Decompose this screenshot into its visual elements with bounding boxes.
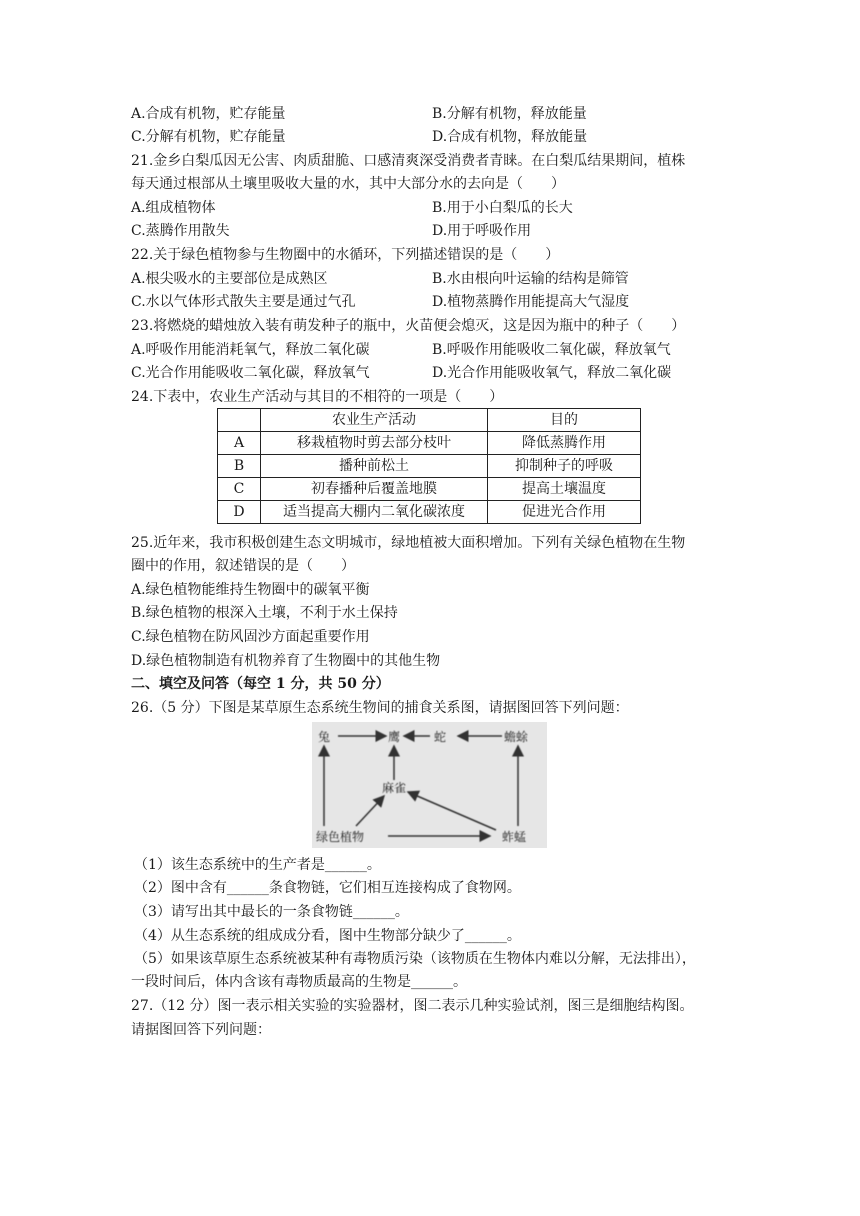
table-cell: A xyxy=(218,432,261,455)
label-grasshopper: 蚱蜢 xyxy=(502,830,527,844)
table-cell: 移栽植物时剪去部分枝叶 xyxy=(261,432,488,455)
q25-stem-line1: 25.近年来，我市积极创建生态文明城市，绿地植被大面积增加。下列有关绿色植物在生物 xyxy=(131,535,686,551)
q21-option-d: D.用于呼吸作用 xyxy=(432,223,532,239)
q26-sub3: （3）请写出其中最长的一条食物链______。 xyxy=(134,904,409,920)
label-rabbit: 兔 xyxy=(318,730,331,744)
label-sparrow: 麻雀 xyxy=(382,781,407,795)
q25-option-a: A.绿色植物能维持生物圈中的碳氧平衡 xyxy=(131,582,370,598)
q25-stem-line2: 圈中的作用，叙述错误的是（ ） xyxy=(131,558,355,574)
label-snake: 蛇 xyxy=(434,730,447,744)
q24-table xyxy=(217,408,641,524)
table-row xyxy=(218,478,641,501)
table-row xyxy=(218,455,641,478)
table-cell: 促进光合作用 xyxy=(488,501,641,524)
q26-stem: 26.（5 分）下图是某草原生态系统生物间的捕食关系图，请据图回答下列问题： xyxy=(131,700,629,716)
q25-option-d: D.绿色植物制造有机物养育了生物圈中的其他生物 xyxy=(131,653,441,669)
q21-option-a: A.组成植物体 xyxy=(131,200,216,216)
q26-sub5-line1: （5）如果该草原生态系统被某种有毒物质污染（该物质在生物体内难以分解，无法排出）， xyxy=(134,951,696,967)
q26-sub1: （1）该生态系统中的生产者是______。 xyxy=(134,857,381,873)
label-frog: 蟾蜍 xyxy=(504,730,529,744)
table-row xyxy=(218,432,641,455)
arrow-grasshopper-sparrow xyxy=(408,792,496,830)
table-cell: 初春播种后覆盖地膜 xyxy=(261,478,488,501)
food-web-diagram xyxy=(312,722,547,848)
q22-option-d: D.植物蒸腾作用能提高大气湿度 xyxy=(432,294,630,310)
table-cell: D xyxy=(218,501,261,524)
label-eagle: 鹰 xyxy=(388,730,401,744)
q22-option-a: A.根尖吸水的主要部位是成熟区 xyxy=(131,271,328,287)
table-row xyxy=(218,501,641,524)
table-header-cell: 目的 xyxy=(488,409,641,432)
q21-option-c: C.蒸腾作用散失 xyxy=(131,223,230,239)
q23-stem: 23.将燃烧的蜡烛放入装有萌发种子的瓶中，火苗便会熄灭，这是因为瓶中的种子（ ） xyxy=(131,318,686,334)
q21-stem-line2: 每天通过根部从土壤里吸收大量的水，其中大部分水的去向是（ ） xyxy=(131,176,565,192)
q20-option-d: D.合成有机物，释放能量 xyxy=(432,129,588,145)
table-cell: 降低蒸腾作用 xyxy=(488,432,641,455)
table-cell: C xyxy=(218,478,261,501)
table-header-row xyxy=(218,409,641,432)
q23-option-b: B.呼吸作用能吸收二氧化碳，释放氧气 xyxy=(432,342,671,358)
q26-sub4: （4）从生态系统的组成成分看，图中生物部分缺少了______。 xyxy=(134,928,521,944)
q22-stem: 22.关于绿色植物参与生物圈中的水循环，下列描述错误的是（ ） xyxy=(131,247,560,263)
food-web-svg xyxy=(312,722,547,848)
table-header-cell xyxy=(218,409,261,432)
q23-option-c: C.光合作用能吸收二氧化碳，释放氧气 xyxy=(131,365,370,381)
label-plants: 绿色植物 xyxy=(316,830,365,844)
q22-option-b: B.水由根向叶运输的结构是筛管 xyxy=(432,271,629,287)
q26-sub2: （2）图中含有______条食物链，它们相互连接构成了食物网。 xyxy=(134,880,521,896)
q24-stem: 24.下表中，农业生产活动与其目的不相符的一项是（ ） xyxy=(131,389,504,405)
q22-option-c: C.水以气体形式散失主要是通过气孔 xyxy=(131,294,356,310)
q25-option-c: C.绿色植物在防风固沙方面起重要作用 xyxy=(131,629,370,645)
q25-option-b: B.绿色植物的根深入土壤，不利于水土保持 xyxy=(131,605,398,621)
table-cell: B xyxy=(218,455,261,478)
q21-stem-line1: 21.金乡白梨瓜因无公害、肉质甜脆、口感清爽深受消费者青睐。在白梨瓜结果期间，植株 xyxy=(131,153,686,169)
table-cell: 适当提高大棚内二氧化碳浓度 xyxy=(261,501,488,524)
q20-option-b: B.分解有机物，释放能量 xyxy=(432,106,587,122)
q23-option-a: A.呼吸作用能消耗氧气，释放二氧化碳 xyxy=(131,342,370,358)
section-title: 二、填空及问答（每空 1 分，共 50 分） xyxy=(131,676,390,692)
table-cell: 抑制种子的呼吸 xyxy=(488,455,641,478)
q27-stem-line1: 27.（12 分）图一表示相关实验的实验器材，图二表示几种实验试剂，图三是细胞结构图。 xyxy=(131,998,694,1014)
table-cell: 播种前松土 xyxy=(261,455,488,478)
table-cell: 提高土壤温度 xyxy=(488,478,641,501)
arrow-plants-sparrow xyxy=(356,796,384,826)
q21-option-b: B.用于小白梨瓜的长大 xyxy=(432,200,573,216)
table-header-cell: 农业生产活动 xyxy=(261,409,488,432)
q23-option-d: D.光合作用能吸收氧气，释放二氧化碳 xyxy=(432,365,672,381)
q27-stem-line2: 请据图回答下列问题： xyxy=(131,1022,271,1038)
q20-option-c: C.分解有机物，贮存能量 xyxy=(131,129,286,145)
q26-sub5-line2: 一段时间后，体内含该有毒物质最高的生物是______。 xyxy=(131,974,467,990)
q20-option-a: A.合成有机物，贮存能量 xyxy=(131,106,286,122)
